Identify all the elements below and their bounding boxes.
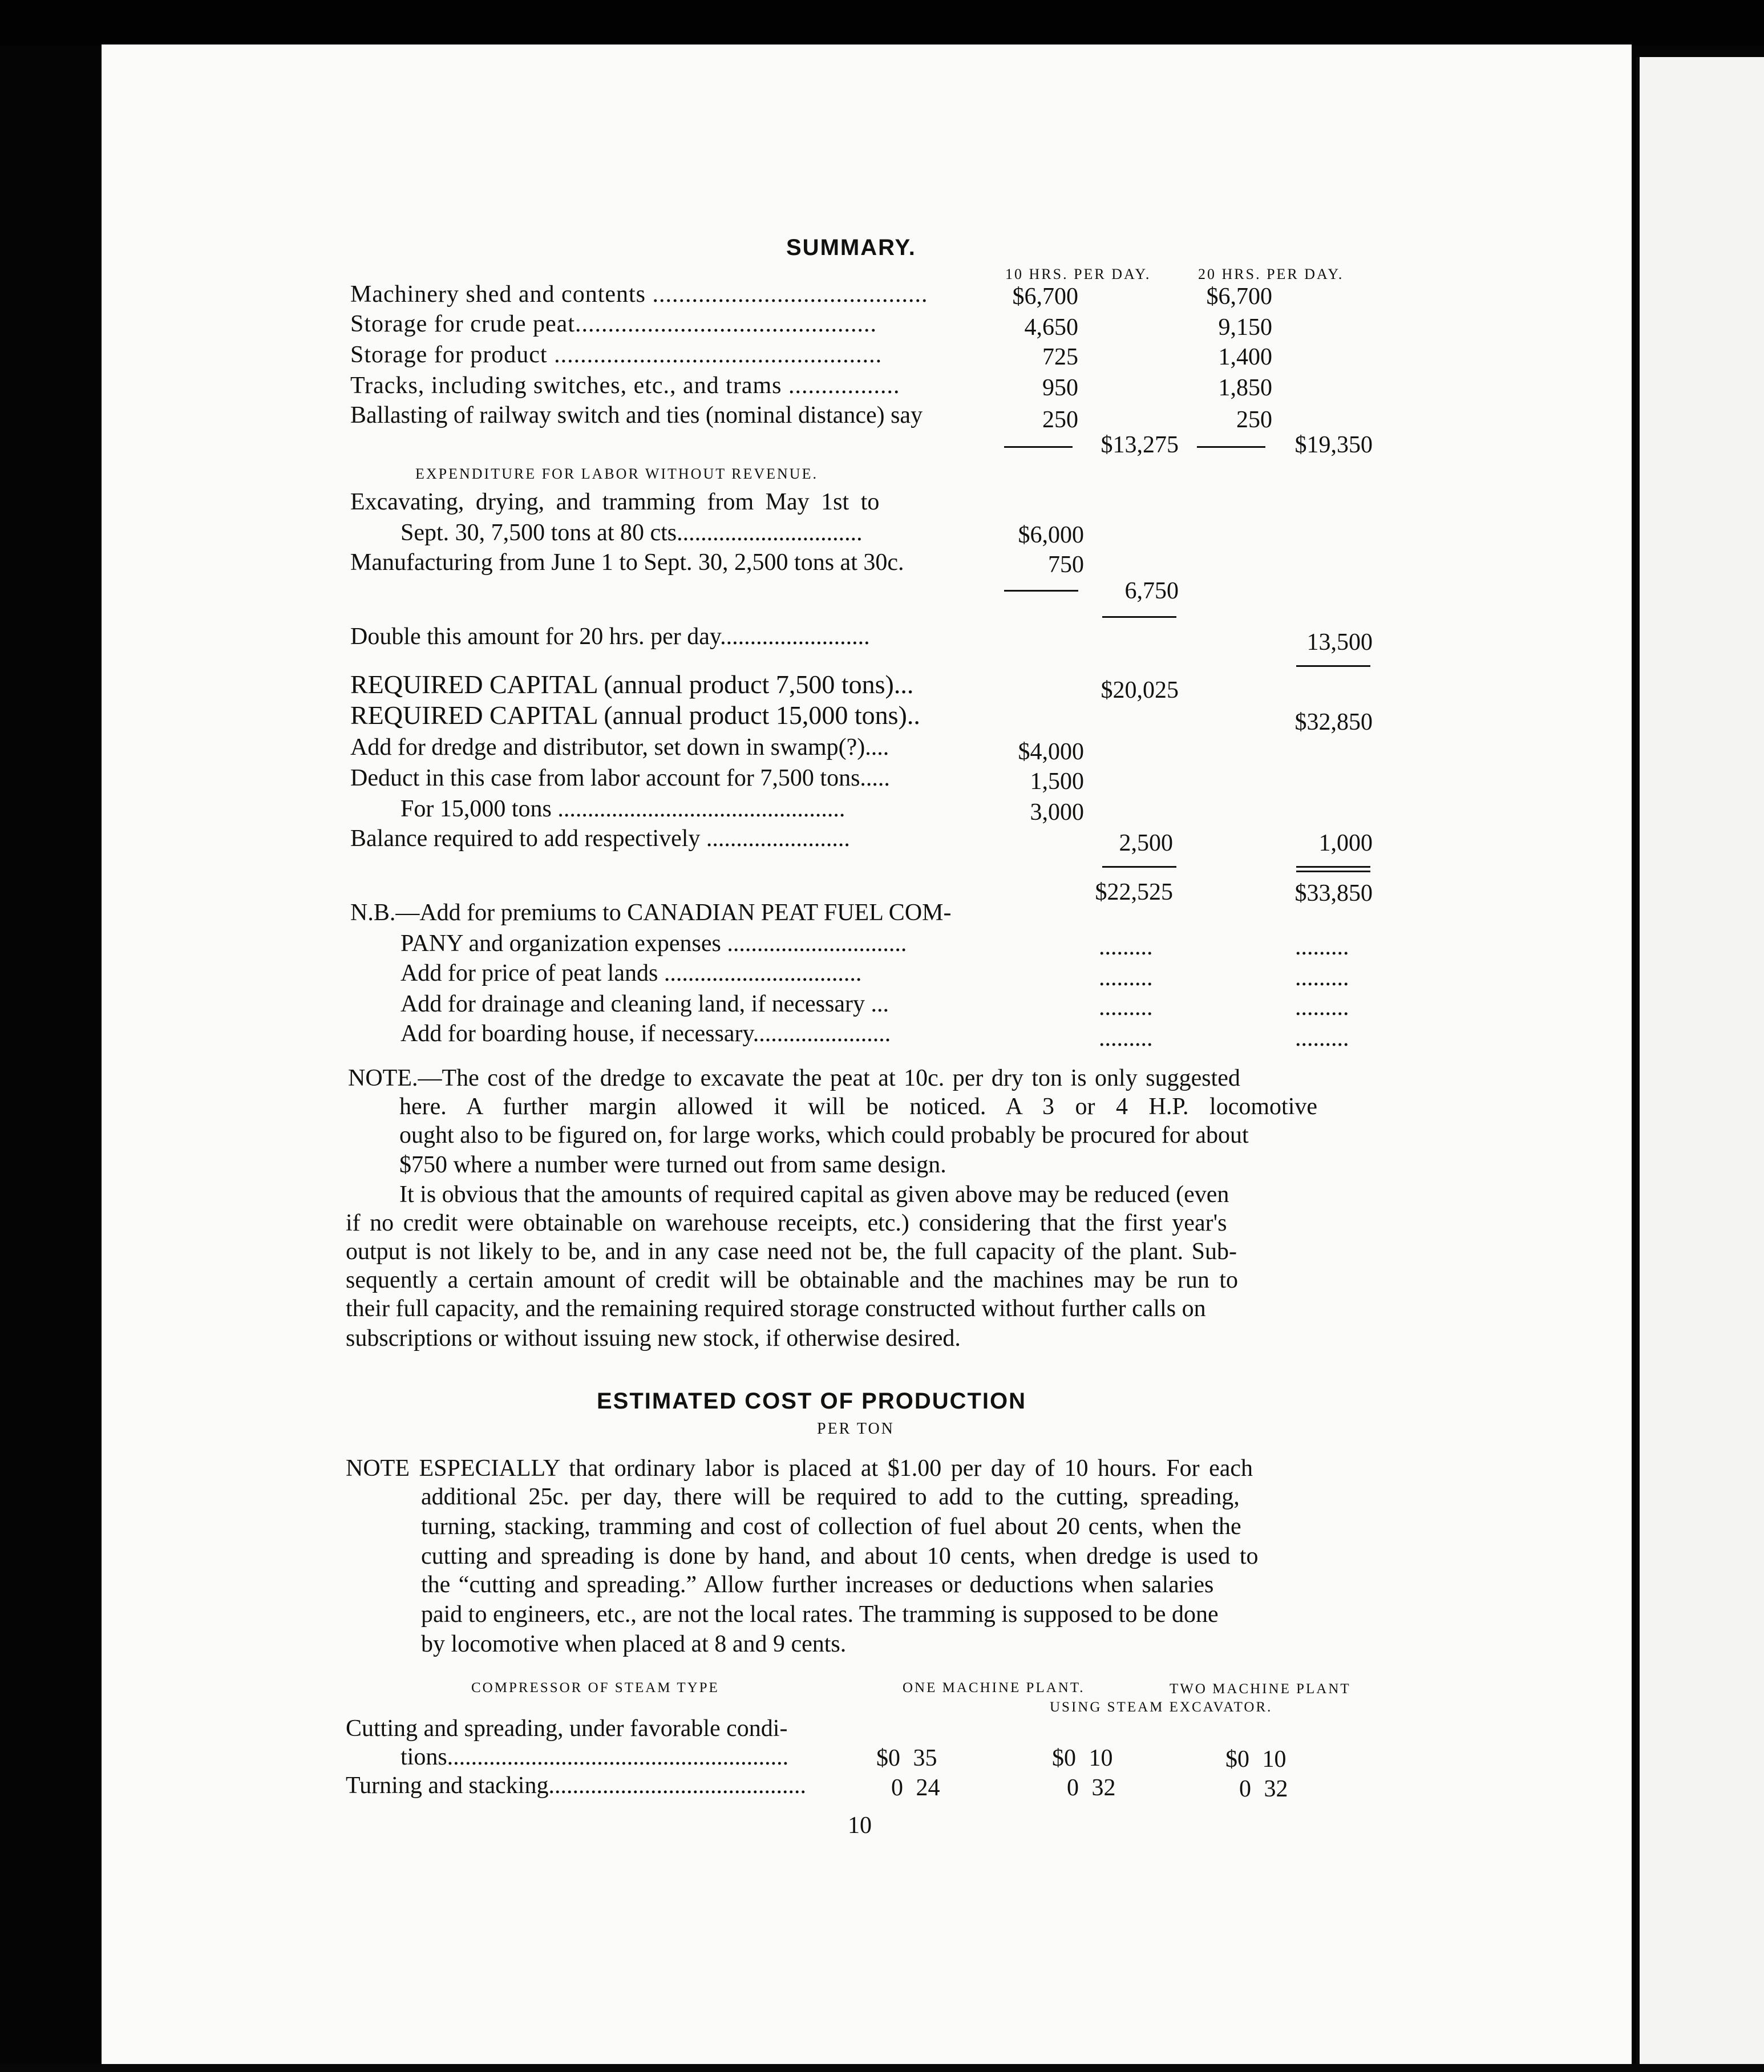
labor-line-1: Excavating, drying, and tramming from May 1st to bbox=[350, 489, 880, 515]
summary-row-label: Machinery shed and contents .......................................... bbox=[350, 281, 928, 307]
nb-line-1: N.B.—Add for premiums to CANADIAN PEAT FUEL COM- bbox=[350, 900, 952, 926]
estimate-note-line: additional 25c. per day, there will be required to add to the cutting, spreading, bbox=[421, 1484, 1240, 1510]
nb-line-2: PANY and organization expenses .............................. bbox=[400, 930, 907, 957]
labor-heading: EXPENDITURE FOR LABOR WITHOUT REVENUE. bbox=[415, 466, 818, 482]
nb-dots: ......... bbox=[1295, 965, 1349, 991]
nb-dots: ......... bbox=[1099, 994, 1153, 1021]
labor-line-3-value: 750 bbox=[1048, 552, 1084, 578]
estimate-note-line: by locomotive when placed at 8 and 9 cents. bbox=[421, 1631, 847, 1657]
required-capital-2: REQUIRED CAPITAL (annual product 15,000 tons).. bbox=[350, 701, 920, 730]
balance-rule-2b bbox=[1296, 871, 1370, 872]
estimate-note-line: paid to engineers, etc., are not the local rates. The tramming is supposed to be done bbox=[421, 1601, 1219, 1628]
estimate-note-line: turning, stacking, tramming and cost of collection of fuel about 20 cents, when the bbox=[421, 1513, 1241, 1540]
balance-rule-1 bbox=[1102, 866, 1176, 868]
for-15000-tons-value: 3,000 bbox=[1030, 799, 1084, 825]
summary-row-label: Storage for product .................................................. bbox=[350, 342, 883, 368]
note-line: ought also to be figured on, for large works, which could probably be procured for about bbox=[399, 1122, 1249, 1148]
note-line: NOTE.—The cost of the dredge to excavate the peat at 10c. per dry ton is only suggested bbox=[348, 1065, 1240, 1091]
nb-line-4: Add for drainage and cleaning land, if necessary ... bbox=[400, 991, 889, 1017]
scan-border-bottom bbox=[0, 2064, 1764, 2072]
nb-dots: ......... bbox=[1099, 934, 1153, 960]
row-cutting-v3: $0 10 bbox=[1225, 1746, 1286, 1772]
summary-row-v2: 9,150 bbox=[1218, 314, 1272, 341]
balance-value-1: 2,500 bbox=[1119, 830, 1173, 856]
col-compressor: COMPRESSOR OF STEAM TYPE bbox=[471, 1680, 719, 1695]
summary-row-v2: 250 bbox=[1236, 407, 1272, 433]
labor-subtotal-rule bbox=[1102, 616, 1176, 618]
col-steam-excavator: USING STEAM EXCAVATOR. bbox=[1050, 1699, 1273, 1715]
estimate-title: ESTIMATED COST OF PRODUCTION bbox=[597, 1389, 1027, 1414]
row-cutting-label-a: Cutting and spreading, under favorable condi- bbox=[346, 1715, 788, 1742]
labor-line-2-value: $6,000 bbox=[1018, 522, 1084, 548]
estimate-subtitle: PER TON bbox=[817, 1420, 895, 1438]
for-15000-tons: For 15,000 tons ................................................ bbox=[400, 796, 845, 822]
estimate-note-line: the “cutting and spreading.” Allow further increases or deductions when salaries bbox=[421, 1572, 1214, 1598]
page-number: 10 bbox=[848, 1812, 872, 1839]
note-line: sequently a certain amount of credit will be obtainable and the machines may be run to bbox=[346, 1267, 1239, 1293]
double-rule bbox=[1296, 665, 1370, 667]
capital-total-2: $33,850 bbox=[1294, 880, 1373, 906]
summary-rule-1 bbox=[1004, 446, 1073, 448]
note-line: output is not likely to be, and in any case need not be, the full capacity of the plant. Sub- bbox=[346, 1239, 1237, 1265]
balance-label: Balance required to add respectively ........................ bbox=[350, 825, 850, 852]
col1-header: 10 HRS. PER DAY. bbox=[1005, 266, 1151, 282]
row-cutting-v1: $0 35 bbox=[876, 1745, 937, 1771]
col-one-machine: ONE MACHINE PLANT. bbox=[903, 1680, 1085, 1695]
row-turning-label: Turning and stacking........................................... bbox=[346, 1772, 806, 1799]
summary-row-v1: 250 bbox=[1042, 407, 1078, 433]
nb-dots: ......... bbox=[1295, 934, 1349, 960]
summary-row-label: Storage for crude peat.............................................. bbox=[350, 311, 877, 337]
summary-total-1: $13,275 bbox=[1101, 432, 1179, 458]
estimate-note-line: cutting and spreading is done by hand, and about 10 cents, when dredge is used to bbox=[421, 1543, 1259, 1569]
col2-header: 20 HRS. PER DAY. bbox=[1198, 266, 1344, 282]
add-dredge-value: $4,000 bbox=[1018, 739, 1084, 765]
summary-row-label: Tracks, including switches, etc., and trams ................. bbox=[350, 373, 900, 399]
required-capital-2-value: $32,850 bbox=[1294, 709, 1373, 735]
summary-row-v2: 1,850 bbox=[1218, 375, 1272, 401]
balance-rule-2a bbox=[1296, 866, 1370, 868]
nb-dots: ......... bbox=[1099, 1025, 1153, 1051]
deduct-labor: Deduct in this case from labor account for 7,500 tons..... bbox=[350, 765, 890, 791]
capital-total-1: $22,525 bbox=[1095, 879, 1173, 905]
nb-line-3: Add for price of peat lands ................................. bbox=[400, 960, 862, 986]
balance-value-2: 1,000 bbox=[1318, 830, 1373, 856]
summary-row-v2: $6,700 bbox=[1206, 284, 1272, 310]
required-capital-1-value: $20,025 bbox=[1101, 677, 1179, 703]
col-two-machine: TWO MACHINE PLANT bbox=[1170, 1681, 1351, 1697]
add-dredge: Add for dredge and distributor, set down in swamp(?).... bbox=[350, 734, 889, 760]
adjacent-page-edge bbox=[1636, 57, 1764, 2072]
note-line: It is obvious that the amounts of required capital as given above may be reduced (even bbox=[399, 1181, 1229, 1208]
nb-line-5: Add for boarding house, if necessary....................... bbox=[400, 1021, 891, 1047]
summary-row-label: Ballasting of railway switch and ties (nominal distance) say bbox=[350, 402, 923, 428]
required-capital-1: REQUIRED CAPITAL (annual product 7,500 tons)... bbox=[350, 670, 914, 699]
note-line: subscriptions or without issuing new stock, if otherwise desired. bbox=[346, 1325, 961, 1351]
summary-row-v1: $6,700 bbox=[1012, 284, 1078, 310]
double-label: Double this amount for 20 hrs. per day......................... bbox=[350, 624, 870, 650]
summary-rule-2 bbox=[1197, 446, 1265, 448]
summary-row-v1: 950 bbox=[1042, 375, 1078, 401]
summary-total-2: $19,350 bbox=[1294, 432, 1373, 458]
summary-row-v1: 725 bbox=[1042, 344, 1078, 370]
note-line: here. A further margin allowed it will be noticed. A 3 or 4 H.P. locomotive bbox=[399, 1094, 1318, 1120]
note-line: their full capacity, and the remaining required storage constructed without further calls on bbox=[346, 1296, 1206, 1322]
note-line: $750 where a number were turned out from same design. bbox=[399, 1152, 946, 1178]
row-turning-v1: 0 24 bbox=[891, 1775, 940, 1801]
labor-line-3: Manufacturing from June 1 to Sept. 30, 2,500 tons at 30c. bbox=[350, 549, 904, 576]
row-turning-v2: 0 32 bbox=[1067, 1775, 1116, 1801]
row-cutting-v2: $0 10 bbox=[1052, 1745, 1113, 1771]
nb-dots: ......... bbox=[1295, 1025, 1349, 1051]
labor-subtotal: 6,750 bbox=[1124, 578, 1179, 604]
nb-dots: ......... bbox=[1099, 965, 1153, 991]
labor-rule bbox=[1004, 590, 1078, 592]
nb-dots: ......... bbox=[1295, 994, 1349, 1021]
double-value: 13,500 bbox=[1306, 629, 1373, 655]
labor-line-2: Sept. 30, 7,500 tons at 80 cts............................... bbox=[400, 520, 863, 546]
summary-title: SUMMARY. bbox=[786, 235, 916, 260]
deduct-labor-value: 1,500 bbox=[1030, 768, 1084, 795]
estimate-note-line: NOTE ESPECIALLY that ordinary labor is placed at $1.00 per day of 10 hours. For each bbox=[346, 1455, 1253, 1482]
row-cutting-label-b: tions......................................................... bbox=[400, 1744, 789, 1770]
note-line: if no credit were obtainable on warehouse receipts, etc.) considering that the first year's bbox=[346, 1210, 1227, 1236]
summary-row-v2: 1,400 bbox=[1218, 344, 1272, 370]
summary-row-v1: 4,650 bbox=[1024, 314, 1078, 341]
scan-border-top bbox=[0, 0, 1764, 46]
row-turning-v3: 0 32 bbox=[1239, 1776, 1288, 1802]
